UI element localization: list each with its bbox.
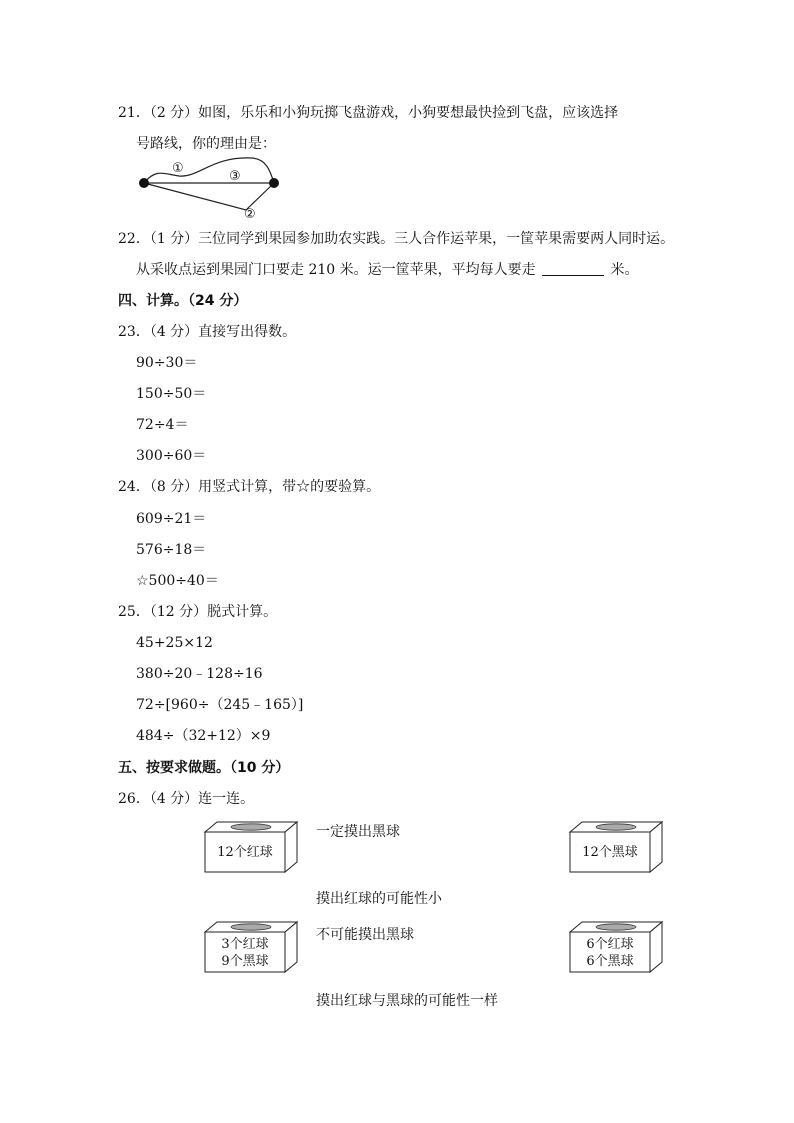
q21-line2: 号路线，你的理由是： <box>136 136 276 152</box>
option-certain-black[interactable]: 一定摸出黑球 <box>316 824 400 840</box>
ball-box-1[interactable] <box>203 820 299 874</box>
route-label-3: ③ <box>229 169 241 184</box>
route-label-1: ① <box>172 161 184 176</box>
q24-item-3: ☆500÷40＝ <box>136 573 219 589</box>
ball-box-3[interactable] <box>203 920 299 974</box>
q22-line2 <box>136 261 639 279</box>
q24-stem: 24．（8 分）用竖式计算，带☆的要验算。 <box>118 479 381 495</box>
option-impossible-black[interactable]: 不可能摸出黑球 <box>316 927 414 943</box>
q25-stem: 25．（12 分）脱式计算。 <box>118 604 278 620</box>
q23-stem: 23．（4 分）直接写出得数。 <box>118 324 297 340</box>
route-2-path <box>144 183 274 210</box>
q21-line1: 21．（2 分）如图，乐乐和小狗玩掷飞盘游戏，小狗要想最快捡到飞盘，应该选择 <box>118 105 619 121</box>
q25-item-3: 72÷[960÷（245﹣165）] <box>136 697 304 713</box>
q24-item-1: 609÷21＝ <box>136 511 207 527</box>
q25-item-4: 484÷（32+12）×9 <box>136 728 271 744</box>
box-3-label-black: 9个黑球 <box>221 954 269 969</box>
option-equal-chance[interactable]: 摸出红球与黑球的可能性一样 <box>316 993 498 1009</box>
start-point <box>139 178 149 188</box>
box-4-label-black: 6个黑球 <box>586 954 634 969</box>
q22-line2-unit: 米。 <box>610 262 639 278</box>
ball-box-4[interactable] <box>568 920 664 974</box>
q24-item-2: 576÷18＝ <box>136 542 207 558</box>
q23-item-2: 150÷50＝ <box>136 386 207 402</box>
end-point <box>269 178 279 188</box>
q22-line1: 22．（1 分）三位同学到果园参加助农实践。三人合作运苹果，一筐苹果需要两人同时运。 <box>118 231 675 247</box>
box-4-label-red: 6个红球 <box>586 937 634 952</box>
section-5-title: 五、按要求做题。（10 分） <box>118 760 290 776</box>
route-1-path <box>144 158 274 183</box>
ball-box-2[interactable] <box>568 820 664 874</box>
q26-stem: 26．（4 分）连一连。 <box>118 791 255 807</box>
answer-blank[interactable] <box>542 262 604 276</box>
q23-item-1: 90÷30＝ <box>136 355 198 371</box>
route-label-2: ② <box>244 207 256 222</box>
q25-item-2: 380÷20﹣128÷16 <box>136 666 263 682</box>
route-diagram <box>134 152 284 222</box>
box-3-label-red: 3个红球 <box>221 937 269 952</box>
option-red-less-likely[interactable]: 摸出红球的可能性小 <box>316 891 442 907</box>
q23-item-3: 72÷4＝ <box>136 417 189 433</box>
q23-item-4: 300÷60＝ <box>136 448 207 464</box>
section-4-title: 四、计算。（24 分） <box>118 293 248 309</box>
box-2-label: 12个黑球 <box>582 845 638 860</box>
q22-line2-text: 从采收点运到果园门口要走 210 米。运一筐苹果，平均每人要走 <box>136 262 536 278</box>
box-1-label: 12个红球 <box>217 845 273 860</box>
q25-item-1: 45+25×12 <box>136 635 213 651</box>
